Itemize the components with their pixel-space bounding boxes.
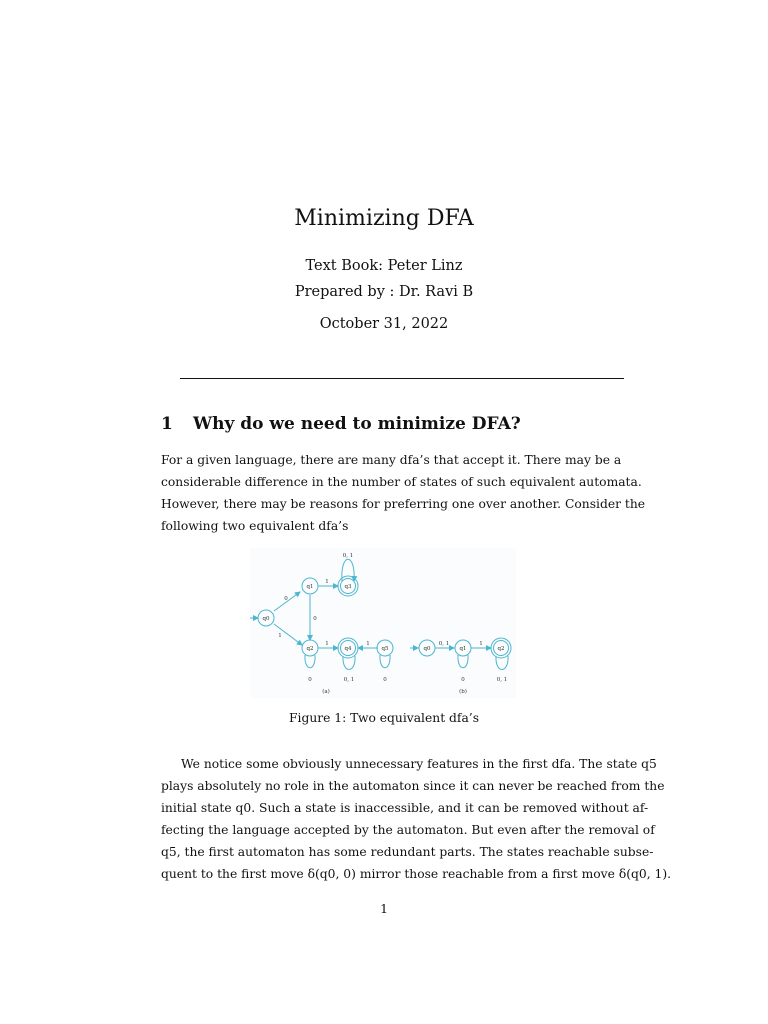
- title-divider: [180, 378, 624, 379]
- paragraph-line: We notice some obviously unnecessary features in the first dfa. The state q5: [181, 757, 657, 771]
- state-name: q5: [381, 646, 389, 652]
- paragraph-line: q5, the first automaton has some redundant parts. The states reachable subse-: [161, 845, 654, 859]
- loop-b-q1: [458, 655, 468, 668]
- panel-label-a: (a): [322, 689, 330, 695]
- edge-label: 0: [284, 596, 288, 602]
- paragraph-line: quent to the first move δ(q0, 0) mirror those reachable from a first move δ(q0, 1).: [161, 867, 672, 881]
- edge-label: 1: [278, 633, 282, 639]
- edge-label: 1: [366, 641, 370, 647]
- state-name: q0: [262, 616, 270, 622]
- paragraph-line: fecting the language accepted by the automaton. But even after the removal of: [161, 823, 655, 837]
- state-name: q0: [423, 646, 431, 652]
- edge-label: 0, 1: [343, 677, 355, 683]
- paragraph-line: For a given language, there are many dfa’s that accept it. There may be a: [161, 453, 622, 467]
- state-name: q4: [344, 646, 352, 652]
- edge-label: 1: [325, 579, 329, 585]
- edge-label: 0, 1: [496, 677, 508, 683]
- panel-label-b: (b): [459, 689, 467, 695]
- page-number: 1: [380, 902, 388, 916]
- edge-label: 0: [313, 616, 317, 622]
- state-name: q1: [459, 646, 467, 652]
- body-paragraph: [161, 753, 672, 885]
- paragraph-line: following two equivalent dfa’s: [161, 519, 349, 533]
- edge-label: 0: [308, 677, 312, 683]
- state-name: q1: [306, 584, 314, 590]
- state-name: q2: [306, 646, 314, 652]
- paragraph-line: plays absolutely no role in the automaton since it can never be reached from the: [161, 779, 665, 793]
- paragraph-line: However, there may be reasons for preferring one over another. Consider the: [161, 497, 646, 511]
- edge-label: 0, 1: [342, 553, 354, 559]
- edge-label: 1: [479, 641, 483, 647]
- section-heading: [161, 414, 521, 434]
- loop-q2: [305, 655, 315, 668]
- dfa-figure: [250, 548, 516, 698]
- edge-label: 1: [325, 641, 329, 647]
- edge-label: 0, 1: [438, 641, 450, 647]
- paragraph-line: initial state q0. Such a state is inaccessible, and it can be removed without af-: [161, 801, 649, 815]
- section-title: Why do we need to minimize DFA?: [193, 414, 521, 434]
- edge-label: 0: [461, 677, 465, 683]
- edge-label: 0: [383, 677, 387, 683]
- textbook-line: Text Book: Peter Linz: [305, 258, 463, 274]
- state-name: q3: [344, 584, 352, 590]
- figure-caption: Figure 1: Two equivalent dfa’s: [288, 711, 480, 725]
- date-line: October 31, 2022: [319, 316, 449, 332]
- state-name: q2: [497, 646, 505, 652]
- document-title: Minimizing DFA: [294, 206, 474, 231]
- author-line: Prepared by : Dr. Ravi B: [294, 284, 474, 300]
- loop-q5: [380, 655, 390, 668]
- section-number: 1: [161, 414, 173, 434]
- intro-paragraph: [161, 449, 646, 537]
- dfa-diagram: [250, 548, 516, 698]
- loop-q3: [342, 559, 354, 581]
- paragraph-line: considerable difference in the number of states of such equivalent automata.: [161, 475, 642, 489]
